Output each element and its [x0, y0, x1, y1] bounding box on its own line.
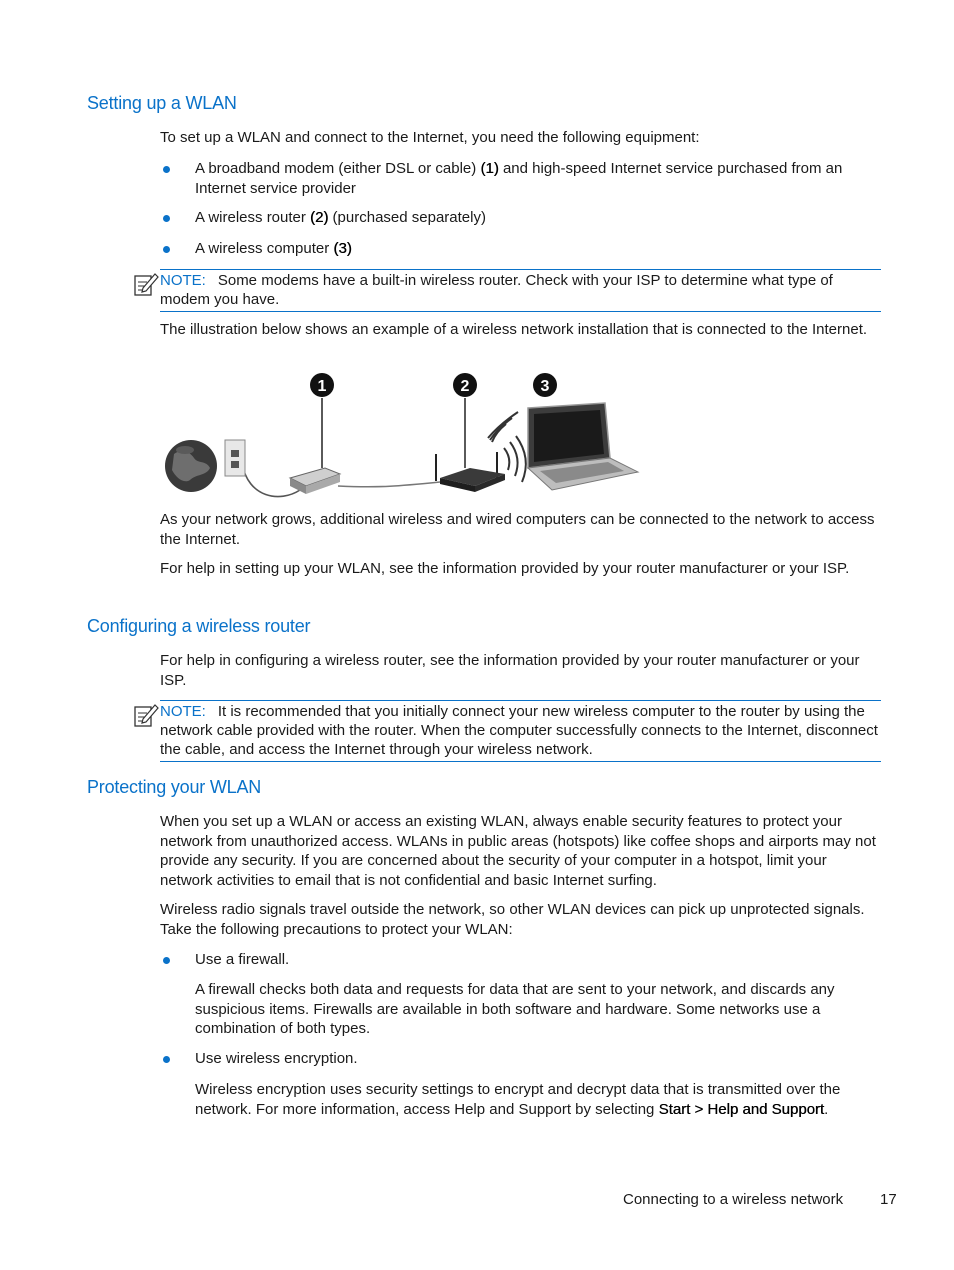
list-item-computer: A wireless computer (3) — [195, 240, 352, 257]
wireless-signal-icon — [488, 412, 526, 482]
section-heading-configuring-router: Configuring a wireless router — [87, 616, 311, 636]
paragraph-network-grows: As your network grows, additional wireless and wired computers can be connected to the network to access the Internet. — [160, 511, 875, 548]
list-item-modem: A broadband modem (either DSL or cable) (1) and high-speed Internet service purchased from an Internet service provider — [195, 160, 843, 197]
encryption-detail: Wireless encryption uses security settings to encrypt and decrypt data that is transmitted over the network. For more information, access Help and Support by selecting Start > Help and Support. — [195, 1081, 841, 1118]
firewall-detail: A firewall checks both data and requests for data that are sent to your network, and discards any suspicious items. Firewalls are available in both software and hardware. Some networks use a combination of both types. — [195, 981, 835, 1037]
page-number: 17 — [880, 1191, 897, 1208]
paragraph-configuring-router: For help in configuring a wireless router, see the information provided by your router manufacturer or your ISP. — [160, 652, 860, 689]
globe-icon — [165, 440, 217, 492]
bullet-dot — [163, 1056, 170, 1063]
bullet-dot — [163, 246, 170, 253]
bullet-dot — [163, 215, 170, 222]
list-item-firewall: Use a firewall. — [195, 951, 290, 968]
note-box-modem — [160, 269, 881, 312]
note-label: NOTE: — [160, 272, 206, 289]
note-text: Some modems have a built-in wireless router. Check with your ISP to determine what type of modem you have. — [160, 272, 833, 308]
paragraph-radio-signals: Wireless radio signals travel outside the network, so other WLAN devices can pick up unprotected signals. Take the following precautions to protect your WLAN: — [160, 901, 865, 938]
list-item-router: A wireless router (2) (purchased separately) — [195, 209, 486, 226]
note-box-cable — [160, 700, 881, 762]
note-icon — [133, 702, 159, 728]
bullet-dot — [163, 957, 170, 964]
menu-path: Start > Help and Support — [658, 1100, 825, 1118]
modem-icon — [290, 468, 340, 494]
note-icon — [133, 271, 159, 297]
callout-1-label: 1 — [317, 378, 327, 395]
footer-title: Connecting to a wireless network — [623, 1191, 844, 1208]
callout-3-label: 3 — [540, 378, 550, 395]
list-item-encryption: Use wireless encryption. — [195, 1050, 358, 1067]
illustration-caption: The illustration below shows an example of a wireless network installation that is connected to the Internet. — [160, 321, 868, 338]
wall-jack-icon — [225, 440, 245, 476]
laptop-icon — [528, 403, 638, 490]
paragraph-help-setup: For help in setting up your WLAN, see the information provided by your router manufacturer or your ISP. — [160, 560, 850, 577]
paragraph-security-features: When you set up a WLAN or access an existing WLAN, always enable security features to protect your network from unauthorized access. WLANs in public areas (hotspots) like coffee shops and airports may not provide any security. If you are concerned about the security of your computer in a hotspot, limit your network activities to email that is not confidential and basic Internet surfing. — [160, 813, 876, 889]
intro-paragraph: To set up a WLAN and connect to the Internet, you need the following equipment: — [160, 129, 700, 146]
note-label: NOTE: — [160, 703, 206, 720]
callout-2-label: 2 — [460, 378, 470, 395]
note-text: It is recommended that you initially connect your new wireless computer to the router by using the network cable provided with the router. When the computer successfully connects to the Internet, disconnect the cable, and access the Internet through your wireless network. — [160, 703, 878, 758]
section-heading-setting-up-wlan: Setting up a WLAN — [87, 93, 237, 113]
wireless-network-illustration — [160, 368, 650, 508]
bullet-dot — [163, 166, 170, 173]
section-heading-protecting-wlan: Protecting your WLAN — [87, 777, 262, 797]
router-icon — [436, 452, 505, 492]
